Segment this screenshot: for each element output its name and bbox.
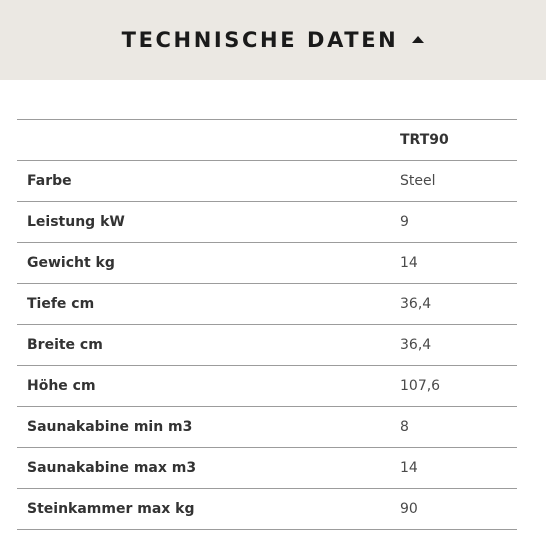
row-value: 90 [400,489,517,530]
row-label: Farbe [17,161,400,202]
row-value: 14 [400,243,517,284]
table-row [17,366,517,407]
table-row [17,407,517,448]
row-label: Steinkammer max kg [17,489,400,530]
row-value: 9 [400,202,517,243]
row-value: Steel [400,161,517,202]
table-row [17,243,517,284]
row-label: Leistung kW [17,202,400,243]
row-label: Breite cm [17,325,400,366]
table-row [17,448,517,489]
row-label: Saunakabine min m3 [17,407,400,448]
table-row [17,325,517,366]
row-label: Tiefe cm [17,284,400,325]
caret-up-icon [412,36,424,43]
column-header-attribute [17,120,400,161]
row-value: 36,4 [400,325,517,366]
row-value: 8 [400,407,517,448]
table-row [17,489,517,530]
technical-data-accordion-toggle[interactable] [0,0,546,80]
row-label: Höhe cm [17,366,400,407]
table-row [17,202,517,243]
table-row [17,284,517,325]
row-label: Saunakabine max m3 [17,448,400,489]
row-value: 14 [400,448,517,489]
column-header-model: TRT90 [400,120,517,161]
row-label: Gewicht kg [17,243,400,284]
table-header-row [17,120,517,161]
table-row [17,161,517,202]
technical-data-table [17,119,517,530]
row-value: 36,4 [400,284,517,325]
accordion-title: TECHNISCHE DATEN [121,28,399,52]
row-value: 107,6 [400,366,517,407]
